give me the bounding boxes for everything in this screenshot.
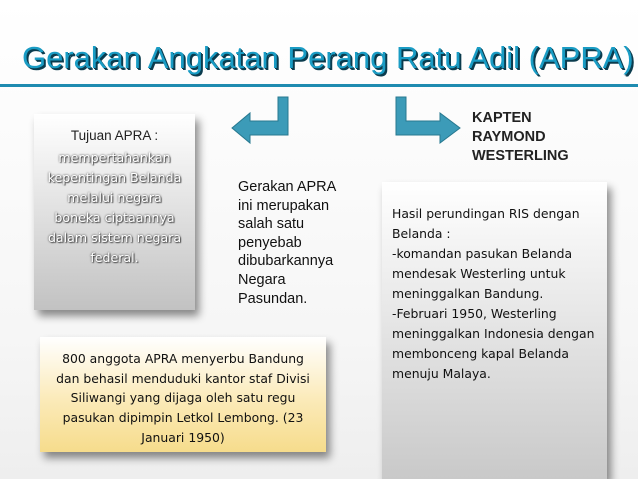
westerling-line: RAYMOND xyxy=(472,129,546,145)
westerling-line: WESTERLING xyxy=(472,148,569,164)
slide-title: Gerakan Angkatan Perang Ratu Adil (APRA) xyxy=(22,40,634,75)
westerling-line: KAPTEN xyxy=(472,110,532,126)
anggota-line: Januari 1950) xyxy=(141,429,225,445)
hasil-text xyxy=(392,204,604,384)
hasil-line: membonceng kapal Belanda xyxy=(392,346,570,361)
title-divider xyxy=(0,84,638,87)
pasundan-line: dibubarkannya xyxy=(238,253,334,270)
anggota-line: Siliwangi yang dijaga oleh satu regu xyxy=(70,390,296,406)
pasundan-line: Negara xyxy=(238,271,286,288)
hasil-line: mendesak Westerling untuk xyxy=(392,266,566,281)
pasundan-line: Gerakan APRA xyxy=(238,179,337,195)
pasundan-line: Pasundan. xyxy=(238,290,308,307)
tujuan-text xyxy=(36,148,193,268)
westerling-label xyxy=(472,109,569,166)
hasil-line: meninggalkan Indonesia dengan xyxy=(392,326,595,341)
anggota-line: dan behasil menduduki kantor staf Divisi xyxy=(56,370,310,386)
anggota-text xyxy=(44,349,322,448)
anggota-line: pasukan dipimpin Letkol Lembong. (23 xyxy=(62,410,304,426)
tujuan-line: boneka ciptaannya xyxy=(54,210,175,225)
tujuan-card xyxy=(34,114,195,310)
pasundan-line: salah satu xyxy=(238,216,305,233)
tujuan-line: mempertahankan xyxy=(58,150,171,165)
hasil-line: -komandan pasukan Belanda xyxy=(392,246,573,261)
pasundan-text xyxy=(238,178,363,308)
turn-right-arrow-icon xyxy=(392,95,468,145)
tujuan-line: dalam sistem negara xyxy=(47,230,182,245)
hasil-line: meninggalkan Bandung. xyxy=(392,286,544,301)
tujuan-heading: Tujuan APRA : xyxy=(70,128,159,143)
hasil-line: menuju Malaya. xyxy=(392,366,491,381)
pasundan-line: ini merupakan xyxy=(238,197,330,214)
anggota-card xyxy=(40,337,326,452)
turn-left-arrow-icon xyxy=(226,95,296,145)
tujuan-line: melalui negara xyxy=(67,190,162,205)
anggota-line: 800 anggota APRA menyerbu Bandung xyxy=(62,351,304,366)
hasil-line: Belanda : xyxy=(392,226,451,241)
hasil-card xyxy=(382,182,607,479)
hasil-line: Hasil perundingan RIS dengan xyxy=(392,206,580,221)
pasundan-line: penyebab xyxy=(238,234,302,251)
tujuan-line: federal. xyxy=(90,250,139,265)
tujuan-line: kepentingan Belanda xyxy=(47,170,182,185)
hasil-line: -Februari 1950, Westerling xyxy=(392,306,557,321)
